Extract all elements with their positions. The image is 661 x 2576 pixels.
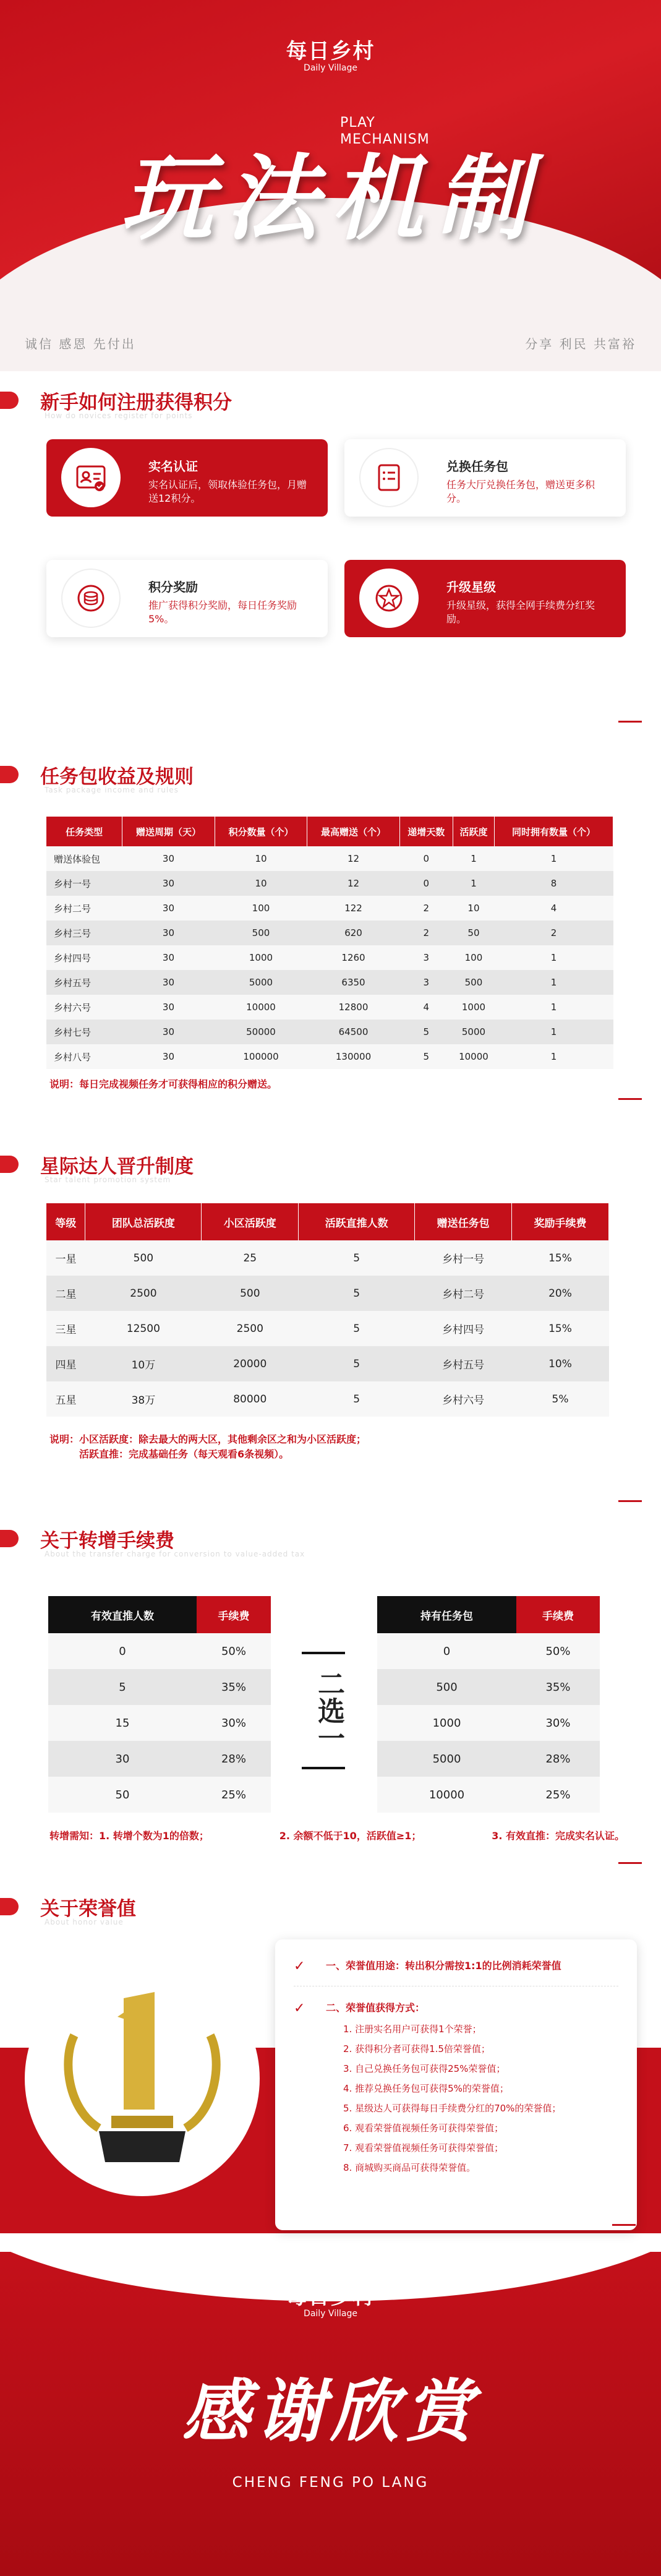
star-note — [49, 1432, 661, 1462]
logo-cn: 每日乡村 — [286, 39, 375, 64]
table-cell: 乡村五号 — [46, 970, 122, 995]
table-cell: 0 — [48, 1633, 197, 1669]
card-title: 积分奖励 — [148, 580, 198, 595]
table-cell: 5 — [299, 1381, 415, 1417]
table-cell: 10000 — [453, 1044, 494, 1069]
table-cell: 1 — [495, 995, 613, 1020]
list-item: 1. 注册实名用户可获得1个荣誉； — [343, 2024, 482, 2035]
table-cell: 乡村四号 — [415, 1311, 512, 1346]
table-cell: 四星 — [46, 1346, 85, 1381]
section-title: 新手如何注册获得积分 — [40, 392, 232, 414]
honor-ways-text: 二、荣誉值获得方式： — [326, 2002, 425, 2014]
table-cell: 15% — [512, 1311, 609, 1346]
hero-banner — [0, 0, 661, 371]
table-cell: 10% — [512, 1346, 609, 1381]
table-cell: 15 — [48, 1705, 197, 1741]
card-desc: 推广获得积分奖励，每日任务奖励5%。 — [148, 599, 297, 625]
honor-ways-list — [343, 2019, 618, 2178]
table-cell: 乡村一号 — [46, 871, 122, 896]
section-subtitle: Star talent promotion system — [45, 1175, 171, 1184]
section-bar — [0, 392, 19, 409]
table-cell: 50 — [453, 921, 494, 945]
footer-logo — [0, 2280, 661, 2319]
table-cell: 10000 — [215, 995, 307, 1020]
table-cell: 10万 — [85, 1346, 202, 1381]
col-header: 活跃度 — [453, 817, 494, 846]
list-item: 3. 自己兑换任务包可获得25%荣誉值； — [343, 2063, 506, 2074]
table-cell: 30 — [122, 945, 215, 970]
direct-referral-table — [48, 1596, 271, 1813]
col-header: 手续费 — [197, 1596, 271, 1633]
table-row — [48, 1705, 271, 1741]
table-row — [46, 921, 613, 945]
table-cell: 30 — [122, 970, 215, 995]
col-header: 赠送周期（天） — [122, 817, 215, 846]
table-cell: 5000 — [453, 1020, 494, 1044]
table-cell: 30 — [122, 846, 215, 871]
table-cell: 10 — [215, 871, 307, 896]
section-end-line — [618, 1862, 642, 1864]
table-cell: 乡村一号 — [415, 1240, 512, 1276]
section-header — [0, 1525, 661, 1562]
table-cell: 3 — [399, 945, 453, 970]
table-cell: 5 — [399, 1044, 453, 1069]
section-transfer-fee — [0, 1525, 661, 1842]
section-title: 任务包收益及规则 — [40, 766, 194, 788]
card-title: 实名认证 — [148, 459, 198, 474]
table-cell: 10 — [215, 846, 307, 871]
table-cell: 15% — [512, 1240, 609, 1276]
table-cell: 1 — [495, 945, 613, 970]
table-cell: 1 — [495, 1044, 613, 1069]
card-title: 兑换任务包 — [446, 459, 508, 474]
table-cell: 乡村六号 — [415, 1381, 512, 1417]
table-cell: 6350 — [307, 970, 400, 995]
table-cell: 乡村六号 — [46, 995, 122, 1020]
table-cell: 50000 — [215, 1020, 307, 1044]
table-cell: 0 — [399, 846, 453, 871]
col-header: 手续费 — [516, 1596, 600, 1633]
table-row — [377, 1633, 600, 1669]
transfer-note-b: 2. 余额不低于10，活跃值≥1； — [279, 1830, 422, 1842]
table-cell: 五星 — [46, 1381, 85, 1417]
section-title: 关于转增手续费 — [40, 1530, 174, 1552]
table-cell: 30 — [122, 896, 215, 921]
table-cell: 500 — [215, 921, 307, 945]
table-row — [46, 1346, 609, 1381]
trophy-icon — [25, 1961, 260, 2196]
transfer-note-c: 3. 有效直推：完成实名认证。 — [492, 1830, 625, 1842]
table-cell: 0 — [399, 871, 453, 896]
card-exchange[interactable] — [344, 439, 626, 517]
table-cell: 30% — [516, 1705, 600, 1741]
table-cell: 1260 — [307, 945, 400, 970]
col-header: 有效直推人数 — [48, 1596, 197, 1633]
choose-one-label: 二选一 — [302, 1652, 345, 1769]
section-bar — [0, 766, 19, 783]
col-header: 小区活跃度 — [202, 1203, 299, 1240]
table-cell: 64500 — [307, 1020, 400, 1044]
table-cell: 50% — [516, 1633, 600, 1669]
table-cell: 122 — [307, 896, 400, 921]
task-package-table — [46, 817, 613, 1069]
table-cell: 20% — [512, 1276, 609, 1311]
table-cell: 5000 — [215, 970, 307, 995]
table-cell: 8 — [495, 871, 613, 896]
table-cell: 12 — [307, 846, 400, 871]
col-header: 奖励手续费 — [512, 1203, 609, 1240]
table-cell: 3 — [399, 970, 453, 995]
tagline-row — [25, 334, 636, 352]
task-holding-table — [377, 1596, 600, 1813]
table-cell: 500 — [377, 1669, 516, 1705]
tagline-right: 分享 利民 共富裕 — [525, 337, 636, 351]
table-cell: 1000 — [453, 995, 494, 1020]
brand-logo — [0, 34, 661, 73]
table-cell: 5 — [299, 1311, 415, 1346]
table-cell: 5 — [299, 1276, 415, 1311]
section-header — [0, 387, 661, 424]
footer-english: CHENG FENG PO LANG — [232, 2475, 429, 2491]
col-header: 最高赠送（个） — [307, 817, 400, 846]
table-cell: 100 — [215, 896, 307, 921]
table-cell: 28% — [516, 1741, 600, 1777]
table-cell: 38万 — [85, 1381, 202, 1417]
section-bar — [0, 1530, 19, 1547]
col-header: 持有任务包 — [377, 1596, 516, 1633]
table-cell: 500 — [85, 1240, 202, 1276]
table-cell: 100000 — [215, 1044, 307, 1069]
table-cell: 乡村八号 — [46, 1044, 122, 1069]
table-cell: 500 — [453, 970, 494, 995]
table-cell: 5 — [48, 1669, 197, 1705]
honor-use-text: 一、荣誉值用途：转出积分需按1:1的比例消耗荣誉值 — [326, 1960, 561, 1972]
table-cell: 1 — [495, 846, 613, 871]
table-cell: 30 — [122, 871, 215, 896]
table-cell: 0 — [377, 1633, 516, 1669]
table-cell: 2 — [399, 921, 453, 945]
section-end-line — [618, 721, 642, 723]
table-cell: 25% — [516, 1777, 600, 1813]
list-item: 6. 观看荣誉值视频任务可获得荣誉值； — [343, 2123, 504, 2134]
task-note: 说明：每日完成视频任务才可获得相应的积分赠送。 — [49, 1078, 278, 1090]
tagline-left: 诚信 感恩 先付出 — [25, 337, 136, 351]
section-star-promotion — [0, 1151, 661, 1462]
section-end-line — [618, 1500, 642, 1502]
play-line2: MECHANISM — [340, 132, 430, 147]
thanks-text: 感谢欣赏 — [182, 2371, 479, 2451]
table-cell: 12800 — [307, 995, 400, 1020]
table-cell: 80000 — [202, 1381, 299, 1417]
card-realname[interactable] — [46, 439, 328, 517]
col-header: 积分数量（个） — [215, 817, 307, 846]
section-header — [0, 761, 661, 798]
section-title: 关于荣誉值 — [40, 1898, 136, 1920]
table-cell: 2 — [495, 921, 613, 945]
list-item: 8. 商城购买商品可获得荣誉值。 — [343, 2162, 476, 2173]
footer-banner — [0, 2252, 661, 2576]
check-icon: ✓ — [294, 2000, 305, 2016]
card-desc: 实名认证后，领取体验任务包，月赠送12积分。 — [148, 479, 307, 504]
table-row — [46, 1240, 609, 1276]
section-task-package — [0, 761, 661, 1091]
section-end-line — [618, 1098, 642, 1100]
table-cell: 1 — [453, 846, 494, 871]
check-icon: ✓ — [294, 1958, 305, 1974]
star-icon — [359, 569, 419, 628]
table-cell: 5% — [512, 1381, 609, 1417]
table-cell: 25 — [202, 1240, 299, 1276]
table-cell: 5 — [399, 1020, 453, 1044]
logo-en: Daily Village — [304, 63, 357, 73]
table-cell: 1 — [453, 871, 494, 896]
card-desc: 任务大厅兑换任务包，赠送更多积分。 — [446, 479, 595, 504]
table-cell: 30 — [122, 1044, 215, 1069]
table-cell: 三星 — [46, 1311, 85, 1346]
col-header: 活跃直推人数 — [299, 1203, 415, 1240]
table-cell: 乡村五号 — [415, 1346, 512, 1381]
table-row — [46, 945, 613, 970]
table-cell: 28% — [197, 1741, 271, 1777]
table-cell: 乡村三号 — [46, 921, 122, 945]
table-row — [48, 1669, 271, 1705]
table-row — [377, 1669, 600, 1705]
table-cell: 2500 — [202, 1311, 299, 1346]
list-item: 2. 获得积分者可获得1.5倍荣誉值； — [343, 2043, 490, 2054]
table-cell: 乡村二号 — [415, 1276, 512, 1311]
table-cell: 10 — [453, 896, 494, 921]
table-cell: 10000 — [377, 1777, 516, 1813]
section-title: 星际达人晋升制度 — [40, 1156, 194, 1178]
table-row — [48, 1633, 271, 1669]
table-row — [48, 1741, 271, 1777]
section-bar — [0, 1156, 19, 1173]
table-cell: 4 — [399, 995, 453, 1020]
table-cell: 35% — [516, 1669, 600, 1705]
table-cell: 12 — [307, 871, 400, 896]
table-cell: 30 — [122, 995, 215, 1020]
table-cell: 35% — [197, 1669, 271, 1705]
card-upgrade[interactable] — [344, 560, 626, 637]
table-cell: 5000 — [377, 1741, 516, 1777]
table-row — [46, 970, 613, 995]
section-header — [0, 1893, 661, 1930]
col-header: 递增天数 — [399, 817, 453, 846]
card-title: 升级星级 — [446, 580, 496, 595]
table-cell: 5 — [299, 1240, 415, 1276]
table-cell: 1 — [495, 1020, 613, 1044]
col-header: 同时拥有数量（个） — [495, 817, 613, 846]
star-note-1: 说明：小区活跃度：除去最大的两大区，其他剩余区之和为小区活跃度； — [49, 1433, 367, 1445]
table-cell: 乡村七号 — [46, 1020, 122, 1044]
col-header: 赠送任务包 — [415, 1203, 512, 1240]
list-item: 4. 推荐兑换任务包可获得5%的荣誉值； — [343, 2083, 509, 2094]
table-cell: 130000 — [307, 1044, 400, 1069]
table-cell: 1000 — [377, 1705, 516, 1741]
card-grid — [0, 439, 661, 674]
table-cell: 50% — [197, 1633, 271, 1669]
table-row — [46, 896, 613, 921]
footer-logo-en: Daily Village — [304, 2309, 357, 2319]
honor-card — [275, 1939, 637, 2230]
table-row — [48, 1777, 271, 1813]
section-subtitle: Task package income and rules — [45, 786, 179, 794]
table-cell: 12500 — [85, 1311, 202, 1346]
table-cell: 20000 — [202, 1346, 299, 1381]
table-cell: 1000 — [215, 945, 307, 970]
table-row — [46, 1276, 609, 1311]
table-row — [46, 1381, 609, 1417]
table-cell: 30 — [122, 921, 215, 945]
document-icon — [359, 448, 419, 507]
star-note-2: 活跃直推：完成基础任务（每天观看6条视频）。 — [79, 1448, 289, 1460]
table-cell: 25% — [197, 1777, 271, 1813]
trophy-image — [25, 1961, 260, 2196]
section-subtitle: About the transfer charge for conversion to value-added tax — [45, 1550, 305, 1558]
table-row — [46, 1020, 613, 1044]
table-row — [46, 1044, 613, 1069]
table-cell: 1 — [495, 970, 613, 995]
star-table — [46, 1203, 609, 1417]
card-points[interactable] — [46, 560, 328, 637]
table-row — [46, 995, 613, 1020]
table-cell: 2 — [399, 896, 453, 921]
table-cell: 30 — [122, 1020, 215, 1044]
col-header: 等级 — [46, 1203, 85, 1240]
section-header — [0, 1151, 661, 1188]
play-line1: PLAY — [340, 115, 375, 131]
table-row — [46, 871, 613, 896]
table-cell: 赠送体验包 — [46, 846, 122, 871]
section-bar — [0, 1898, 19, 1915]
section-register — [0, 387, 661, 674]
section-subtitle: About honor value — [45, 1918, 124, 1926]
list-item: 7. 观看荣誉值视频任务可获得荣誉值； — [343, 2142, 504, 2153]
table-cell: 100 — [453, 945, 494, 970]
table-cell: 4 — [495, 896, 613, 921]
table-cell: 30% — [197, 1705, 271, 1741]
honor-item-2 — [294, 2000, 618, 2014]
section-honor — [0, 1893, 661, 1930]
table-row — [377, 1705, 600, 1741]
table-cell: 620 — [307, 921, 400, 945]
table-cell: 一星 — [46, 1240, 85, 1276]
list-item: 5. 星级达人可获得每日手续费分红的70%的荣誉值； — [343, 2103, 561, 2114]
table-row — [377, 1777, 600, 1813]
card-desc: 升级星级，获得全网手续费分红奖励。 — [446, 599, 595, 625]
table-row — [46, 1311, 609, 1346]
table-cell: 30 — [48, 1741, 197, 1777]
transfer-note-a: 转增需知：1. 转增个数为1的倍数； — [49, 1830, 209, 1842]
table-cell: 二星 — [46, 1276, 85, 1311]
table-cell: 500 — [202, 1276, 299, 1311]
table-row — [377, 1741, 600, 1777]
id-card-icon — [61, 448, 121, 507]
honor-item-1 — [294, 1958, 618, 1972]
table-cell: 5 — [299, 1346, 415, 1381]
coins-icon — [61, 569, 121, 628]
section-end-line — [612, 2224, 636, 2226]
col-header: 团队总活跃度 — [85, 1203, 202, 1240]
col-header: 任务类型 — [46, 817, 122, 846]
table-cell: 乡村四号 — [46, 945, 122, 970]
table-cell: 50 — [48, 1777, 197, 1813]
table-cell: 乡村二号 — [46, 896, 122, 921]
table-row — [46, 846, 613, 871]
footer-logo-cn: 每日乡村 — [286, 2285, 375, 2309]
page-title: 玩法机制 — [120, 144, 541, 253]
table-cell: 2500 — [85, 1276, 202, 1311]
transfer-note — [49, 1828, 625, 1842]
section-subtitle: How do novices register for points — [45, 411, 193, 420]
